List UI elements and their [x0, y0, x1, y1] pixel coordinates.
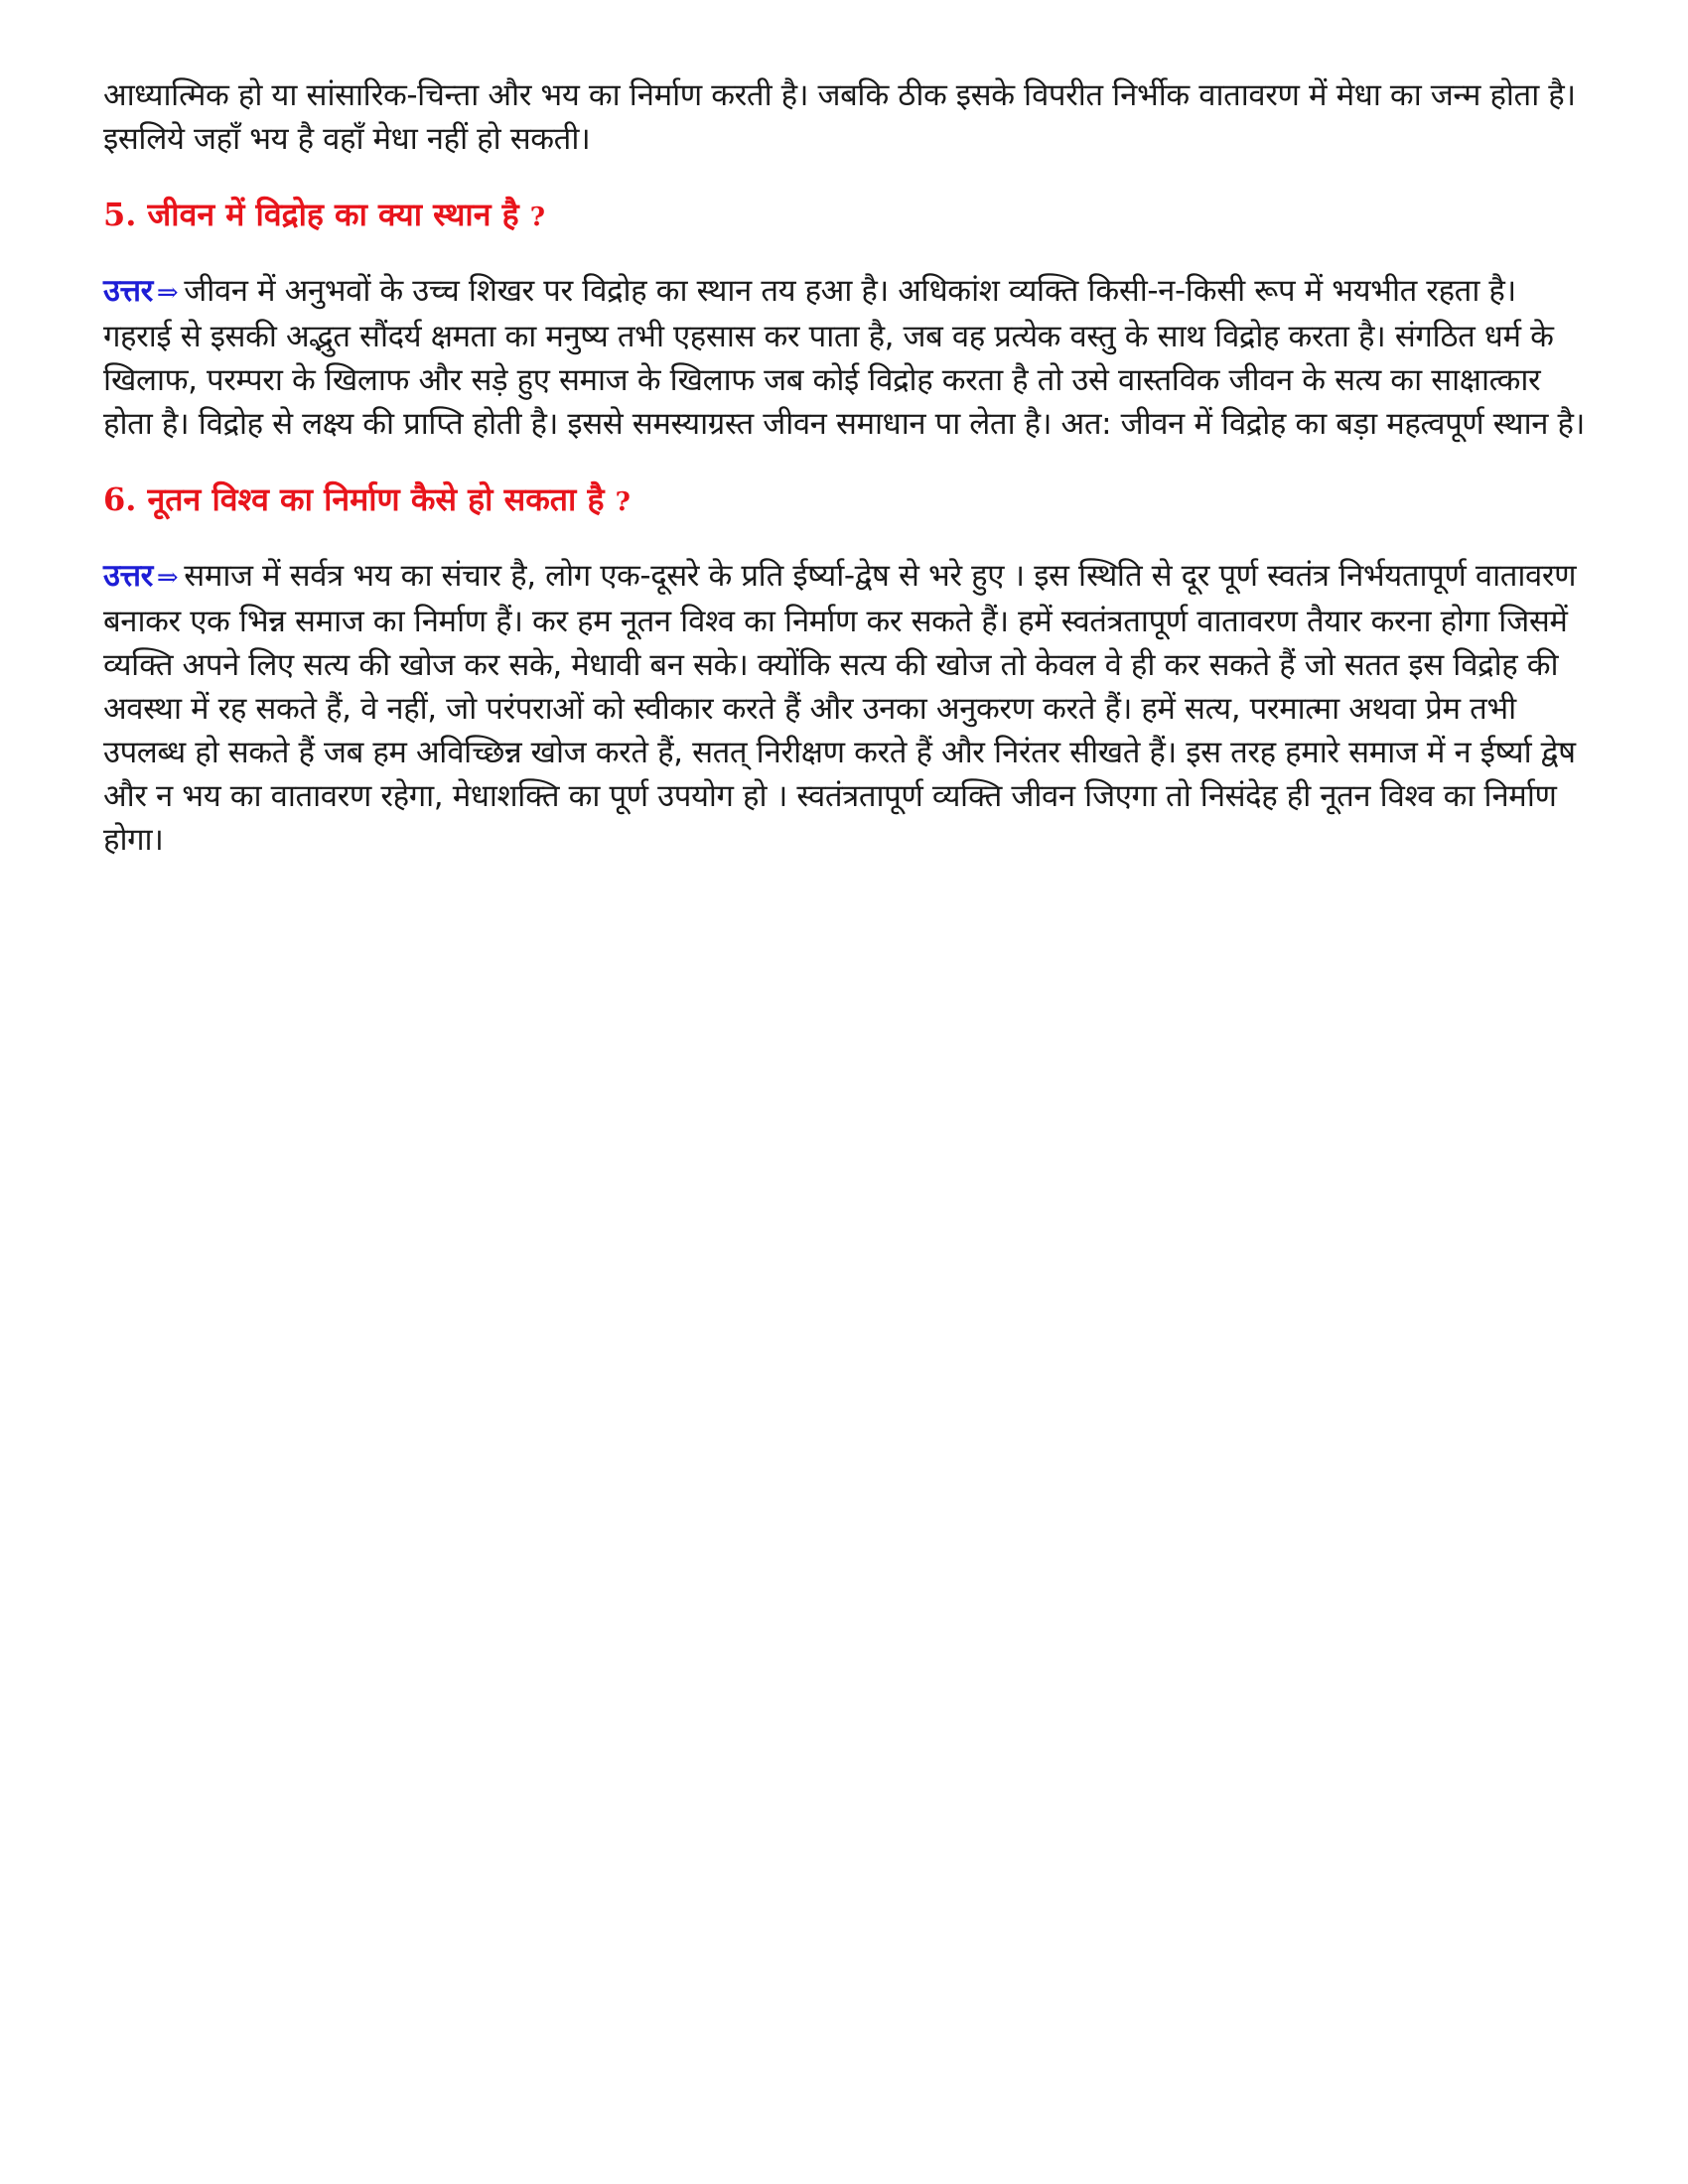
- answer-5-arrow-icon: ⇒: [156, 278, 179, 308]
- question-6-text: नूतन विश्व का निर्माण कैसे हो सकता है: [147, 480, 605, 518]
- spacer: [103, 446, 1593, 478]
- question-5: [103, 193, 1593, 239]
- question-6-number: 6.: [103, 480, 137, 518]
- spacer: [103, 161, 1593, 193]
- answer-6: [103, 554, 1593, 862]
- question-5-mark: ?: [529, 203, 545, 232]
- question-5-text: जीवन में विद्रोह का क्या स्थान है: [147, 196, 519, 233]
- spacer: [103, 524, 1593, 554]
- answer-6-text: समाज में सर्वत्र भय का संचार है, लोग एक-दूसरे के प्रति ईर्ष्या-द्वेष से भरे हुए । इस स्थिति से दूर पूर्ण स्वतंत्र निर्भयतापूर्ण वातावरण बनाकर एक भिन्न समाज का निर्माण हैं। कर हम नूतन विश्व का निर्माण कर सकते हैं। हमें स्वतंत्रतापूर्ण वातावरण तैयार करना होगा जिसमें व्यक्ति अपने लिए सत्य की खोज कर सके, मेधावी बन सके। क्योंकि सत्य की खोज तो केवल वे ही कर सकते हैं जो सतत इस विद्रोह की अवस्था में रह सकते हैं, वे नहीं, जो परंपराओं को स्वीकार करते हैं और उनका अनुकरण करते हैं। हमें सत्य, परमात्मा अथवा प्रेम तभी उपलब्ध हो सकते हैं जब हम अविच्छिन्न खोज करते हैं, सतत् निरीक्षण करते हैं और निरंतर सीखते हैं। इस तरह हमारे समाज में न ईर्ष्या द्वेष और न भय का वातावरण रहेगा, मेधाशक्ति का पूर्ण उपयोग हो । स्वतंत्रतापूर्ण व्यक्ति जीवन जिएगा तो निसंदेह ही नूतन विश्व का निर्माण होगा।: [103, 558, 1577, 858]
- intro-paragraph: आध्यात्मिक हो या सांसारिक-चिन्ता और भय का निर्माण करती है। जबकि ठीक इसके विपरीत निर्भीक वातावरण में मेधा का जन्म होता है। इसलिये जहाँ भय है वहाँ मेधा नहीं हो सकती।: [103, 77, 1576, 157]
- question-5-number: 5.: [103, 196, 137, 233]
- answer-6-arrow-icon: ⇒: [156, 563, 179, 593]
- question-6: [103, 478, 1593, 524]
- spacer: [103, 239, 1593, 269]
- question-6-mark: ?: [615, 487, 631, 517]
- answer-6-label: उत्तर: [103, 558, 153, 594]
- answer-5-text: जीवन में अनुभवों के उच्च शिखर पर विद्रोह का स्थान तय हआ है। अधिकांश व्यक्ति किसी-न-किसी रूप में भयभीत रहता है। गहराई से इसकी अद्भुत सौंदर्य क्षमता का मनुष्य तभी एहसास कर पाता है, जब वह प्रत्येक वस्तु के साथ विद्रोह करता है। संगठित धर्म के खिलाफ, परम्परा के खिलाफ और सड़े हुए समाज के खिलाफ जब कोई विद्रोह करता है तो उसे वास्तविक जीवन के सत्य का साक्षात्कार होता है। विद्रोह से लक्ष्य की प्राप्ति होती है। इससे समस्याग्रस्त जीवन समाधान पा लेता है। अत: जीवन में विद्रोह का बड़ा महत्वपूर्ण स्थान है।: [103, 273, 1585, 442]
- document-page: [103, 73, 1593, 862]
- answer-5-label: उत्तर: [103, 273, 153, 309]
- answer-5: [103, 269, 1593, 446]
